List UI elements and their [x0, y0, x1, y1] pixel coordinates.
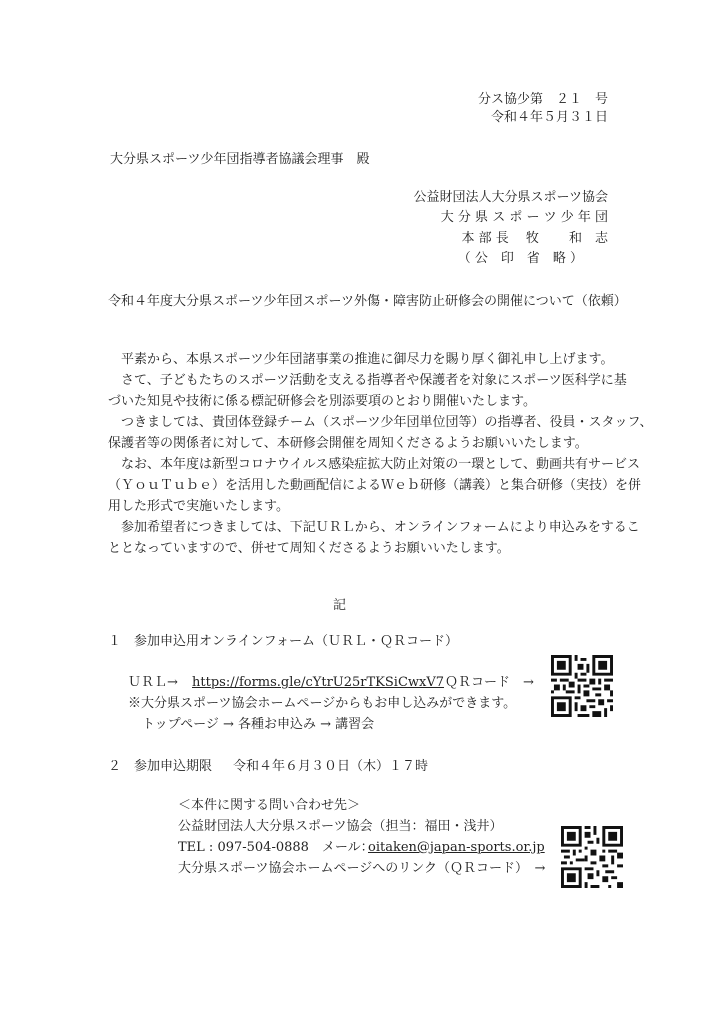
body-line: 平素から、本県スポーツ少年団諸事業の推進に御尽力を賜り厚く御礼申し上げます。 — [108, 352, 614, 367]
sender-org: 公益財団法人大分県スポーツ協会 — [413, 190, 608, 205]
section2-heading: ２ 参加申込期限 — [108, 759, 213, 774]
application-deadline: 令和４年６月３０日（木）１７時 — [233, 759, 429, 774]
hp-note: ※大分県スポーツ協会ホームページからもお申し込みができます。 — [128, 696, 517, 711]
qr-label: ＱＲコード → — [445, 675, 534, 690]
form-qr-code-icon[interactable] — [551, 655, 613, 717]
url-label: ＵＲＬ→ — [128, 675, 178, 690]
body-line: 参加希望者につきましては、下記ＵＲＬから、オンラインフォームにより申込みをするこ — [108, 520, 640, 535]
doc-date: 令和４年５月３１日 — [490, 110, 608, 125]
doc-number: 分ス協少第 ２１ 号 — [477, 92, 608, 107]
ki-marker: 記 — [333, 598, 347, 613]
body-line: さて、子どもたちのスポーツ活動を支える指導者や保護者を対象にスポーツ医科学に基 — [108, 373, 627, 388]
form-url-link[interactable]: https://forms.gle/cYtrU25rTKSiCwxV7 — [192, 675, 445, 690]
hp-path: トップページ → 各種お申込み → 講習会 — [142, 717, 375, 732]
homepage-qr-code-icon[interactable] — [561, 826, 623, 888]
contact-email-link[interactable]: oitaken@japan-sports.or.jp — [368, 840, 545, 855]
sender-title-name: 本 部 長 牧 和 志 — [461, 231, 608, 246]
body-line: 用した形式で実施いたします。 — [108, 499, 289, 514]
body-line: づいた知見や技術に係る標記研修会を別添要項のとおり開催いたします。 — [108, 394, 536, 409]
body-line: つきましては、貴団体登録チーム（スポーツ少年団単位団等）の指導者、役員・スタッフ、 — [108, 415, 653, 430]
recipient: 大分県スポーツ少年団指導者協議会理事 殿 — [110, 152, 370, 167]
sender-group: 大 分 県 ス ポ ー ツ 少 年 団 — [440, 210, 608, 225]
body-line: なお、本年度は新型コロナウイルス感染症拡大防止対策の一環として、動画共有サービス — [108, 457, 640, 472]
seal-omitted: （ 公 印 省 略 ） — [457, 251, 583, 266]
hp-link-label: 大分県スポーツ協会ホームページへのリンク（ＱＲコード） → — [178, 861, 546, 876]
contact-heading: ＜本件に関する問い合わせ先＞ — [178, 798, 361, 813]
contact-tel: TEL : 097-504-0888 メール： — [178, 840, 374, 855]
section1-heading: １ 参加申込用オンラインフォーム（ＵＲＬ・ＱＲコード） — [108, 634, 458, 649]
body-line: 保護者等の関係者に対して、本研修会開催を周知くださるようお願いいたします。 — [108, 436, 588, 451]
subject: 令和４年度大分県スポーツ少年団スポーツ外傷・障害防止研修会の開催について（依頼） — [108, 294, 627, 309]
body-line: ととなっていますので、併せて周知くださるようお願いいたします。 — [108, 541, 510, 556]
body-line: （ＹｏｕＴｕｂｅ）を活用した動画配信によるＷｅｂ研修（講義）と集合研修（実技）を併 — [108, 478, 642, 493]
contact-org: 公益財団法人大分県スポーツ協会（担当：福田・浅井） — [178, 819, 503, 834]
